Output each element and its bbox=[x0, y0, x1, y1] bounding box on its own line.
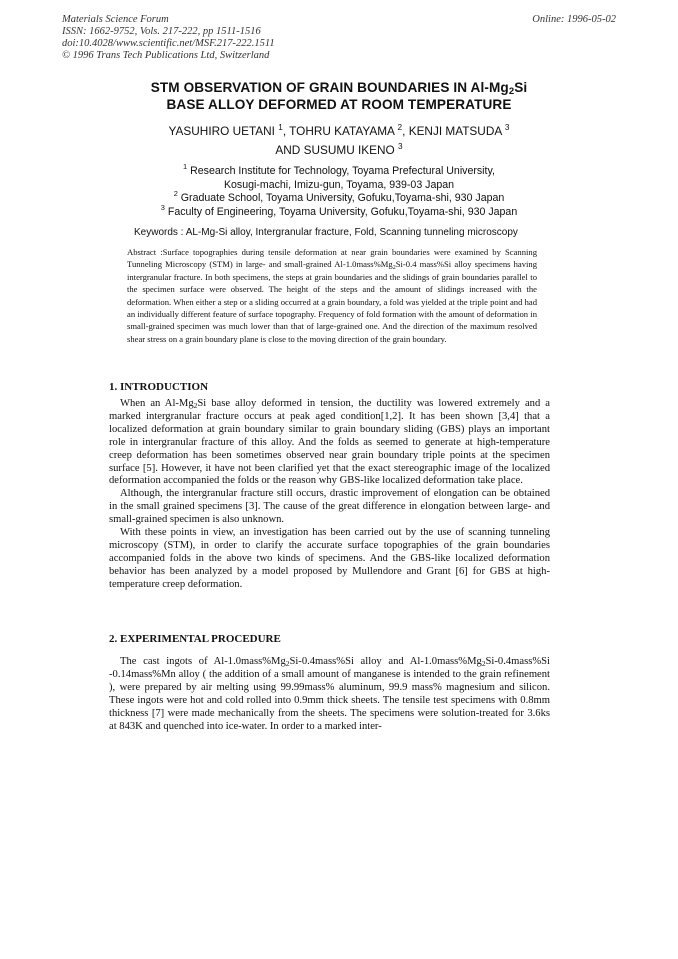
abstract-text: Abstract :Surface topographies during tensile deformation at near grain boundaries were examined by Scanning Tunneling Microscopy (STM) in large- and small-grained $Al-1.0mass\%Mg_2Si-0.4$ mass%Si alloy specimens having intergranular fracture. In both specimens, the steps at grain boundaries and the slidings of grain boundaries parallel to the specimen surface were observed. The height of the steps and the amount of slidings increased with the deformation. When either a step or a sliding occurred at a grain boundary, a fold was yielded at the triple point and had an individually different feature of surface topography. Frequency of fold formation with the amount of deformation in small-grained specimen was much lower than that of large-grained one. And the direction of the maximum resolved shear stress on a grain boundary plane is close to the moving direction of the grain boundary. bbox=[127, 247, 537, 344]
authors-line-1: YASUHIRO UETANI $^1$, TOHRU KATAYAMA $^2$, KENJI MATSUDA $^3$ bbox=[168, 123, 510, 138]
keywords: Keywords : AL-Mg-Si alloy, Intergranular fracture, Fold, Scanning tunneling microscopy bbox=[134, 227, 518, 238]
affiliation-1-cont: Kosugi-machi, Imizu-gun, Toyama, 939-03 Japan bbox=[223, 178, 455, 191]
affiliation-2: $^2$ Graduate School, Toyama University, Gofuku,Toyama-shi, 930 Japan bbox=[173, 189, 505, 205]
author-list bbox=[0, 122, 678, 160]
experimental-paragraph-1: The cast ingots of $Al-1.0mass\%Mg_2Si-0.4mass\%Si$ alloy and $Al-1.0mass\%Mg_2Si-0.4mass\%Si$ -0.14mass%Mn alloy ( the addition of a small amount of manganese is intended to the grain refinement ), were prepared by air melting using 99.99mass% aluminum, 99.9 mass% magnesium and silicon. These ingots were hot and cold rolled into 0.9mm thick sheets. The tensile test specimens with 0.8mm thickness [7] were made mechanically from the sheets. The specimens were solution-treated for 3.6ks at 843K and quenched into ice-water. In order to a marked inter- bbox=[109, 656, 550, 732]
journal-header bbox=[62, 14, 616, 62]
doi-line: doi:10.4028/www.scientific.net/MSF.217-222.1511 bbox=[62, 38, 275, 49]
paper-title bbox=[0, 79, 678, 113]
experimental-body bbox=[109, 656, 550, 733]
affiliation-1: $^1$ Research Institute for Technology, Toyama Prefectural University, bbox=[183, 162, 495, 177]
copyright-line: © 1996 Trans Tech Publications Ltd, Switzerland bbox=[62, 50, 270, 61]
title-line-2: BASE ALLOY DEFORMED AT ROOM TEMPERATURE bbox=[166, 97, 512, 112]
intro-paragraph-2: Although, the intergranular fracture still occurs, drastic improvement of elongation can be obtained in the small grained specimens [3]. The cause of the great difference in elongation between large- and small-grained specimen is also unknown. bbox=[109, 488, 550, 526]
intro-paragraph-1: When an $Al-Mg_2Si$ base alloy deformed in tension, the ductility was lowered extremely and a marked intergranular fracture occurs at peak aged condition[1,2]. It has been shown [3,4] that a localized deformation at grain boundary similar to grain boundary sliding (GBS) plays an important role in intergranular fracture of this alloy. And the folds as seemed to generate at high-temperature creep deformation has been sometimes observed near grain boundary triple points at the specimen surface [5]. However, it have not been clarified yet that the exact stereographic image of the localized deformation accompanied the folds or the reason why GBS-like localized deformation take place. bbox=[109, 398, 550, 487]
affiliation-3: $^3$ Faculty of Engineering, Toyama University, Gofuku,Toyama-shi, 930 Japan bbox=[160, 202, 518, 218]
abstract bbox=[127, 246, 537, 345]
online-date: Online: 1996-05-02 bbox=[532, 14, 616, 25]
authors-line-2: AND SUSUMU IKENO $^3$ bbox=[275, 142, 403, 157]
intro-heading: 1. INTRODUCTION bbox=[109, 381, 209, 393]
intro-body bbox=[109, 398, 550, 592]
issn-line: ISSN: 1662-9752, Vols. 217-222, pp 1511-1516 bbox=[62, 26, 261, 37]
affiliations bbox=[0, 162, 678, 219]
intro-paragraph-3: With these points in view, an investigation has been carried out by the use of scanning tunneling microscopy (STM), in order to clarify the accurate surface topographies of the grain boundaries accompanied folds in the above two kinds of specimens. And the GBS-like localized deformation behavior has been analyzed by a model proposed by Mullendore and Grant [6] for GBS at high-temperature creep deformation. bbox=[109, 527, 550, 590]
journal-name: Materials Science Forum bbox=[62, 14, 169, 25]
title-line-1: STM OBSERVATION OF GRAIN BOUNDARIES IN $Al-Mg_2Si$ bbox=[150, 80, 528, 97]
experimental-heading: 2. EXPERIMENTAL PROCEDURE bbox=[109, 633, 281, 645]
